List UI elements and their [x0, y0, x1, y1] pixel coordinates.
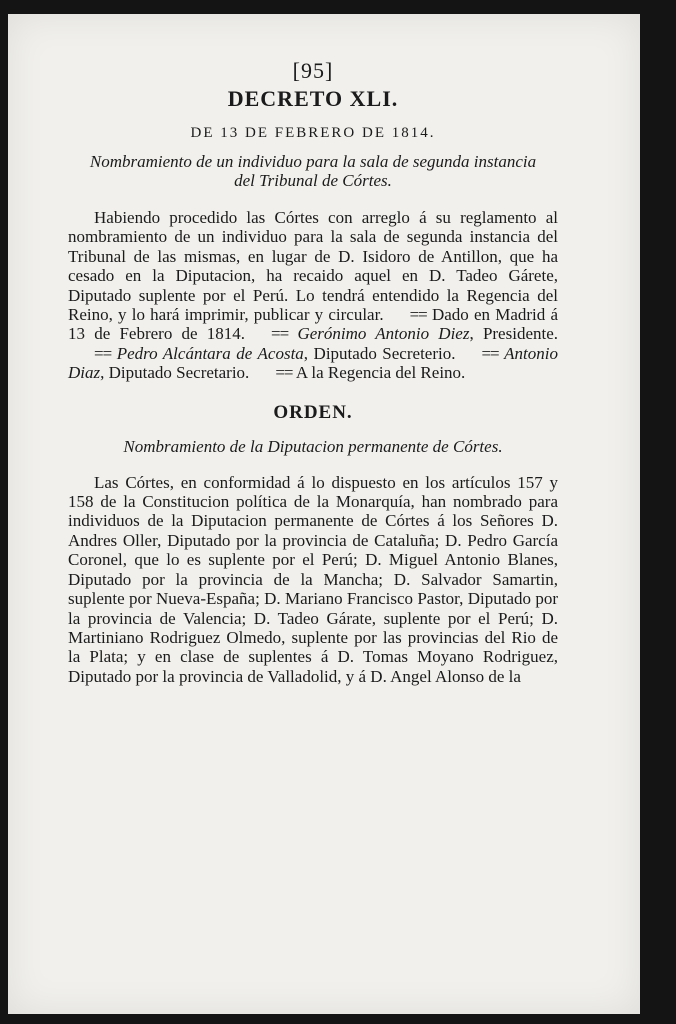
decree-paragraph: [68, 208, 558, 383]
page-number: [95]: [292, 58, 334, 83]
separator: ==: [409, 305, 427, 325]
signatory-secretary-1-role: , Diputado Secreterio.: [303, 343, 456, 363]
decree-dated: Dado en Madrid á 13 de Febrero de 1814.: [68, 305, 558, 344]
decree-heading: Nombramiento de un individuo para la sala de segunda instancia del Tribunal de Córtes.: [89, 152, 537, 190]
signatory-secretary-2-role: , Diputado Secretario.: [100, 363, 250, 383]
order-heading: Nombramiento de la Diputacion permanente de Córtes.: [123, 436, 503, 456]
decree-date: DE 13 DE FEBRERO DE 1814.: [190, 125, 436, 141]
signatory-president: Gerónimo Antonio Diez: [297, 324, 470, 344]
decree-closing: A la Regencia del Reino.: [295, 363, 466, 383]
separator: ==: [481, 343, 499, 363]
order-title: ORDEN.: [273, 401, 353, 423]
separator: ==: [275, 363, 293, 383]
decree-main-text: Habiendo procedido las Córtes con arreglo á su reglamento al nombramiento de un individuo para la sala de segunda instancia del Tribunal de las mismas, en lugar de D. Isidoro de Antillon, que ha cesado en la Diputacion, ha recaido aquel en D. Tadeo Gárete, Diputado suplente por el Perú. Lo tendrá entendido la Regencia del Reino, y lo hará imprimir, publicar y circular.: [68, 208, 558, 325]
book-page: [8, 14, 640, 1014]
order-paragraph: Las Córtes, en conformidad á lo dispuesto en los artículos 157 y 158 de la Constitucion política de la Monarquía, han nombrado para individuos de la Diputacion permanente de Córtes á los Señores D. Andres Oller, Diputado por la provincia de Cataluña; D. Pedro García Coronel, que lo es suplente por el Perú; D. Miguel Antonio Blanes, Diputado por la provincia de la Mancha; D. Salvador Samartin, suplente por Nueva-España; D. Mariano Francisco Pastor, Diputado por la provincia de Valencia; D. Tadeo Gárate, suplente por el Perú; D. Martiniano Rodriguez Olmedo, suplente por las provincias del Rio de la Plata; y en clase de suplentes á D. Tomas Moyano Rodriguez, Diputado por la provincia de Valladolid, y á D. Angel Alonso de la: [68, 472, 558, 686]
signatory-secretary-1: Pedro Alcántara de Acosta: [116, 343, 304, 363]
separator: ==: [271, 324, 289, 344]
signatory-secretary-2: Antonio Diaz: [68, 343, 558, 383]
separator: ==: [94, 343, 112, 363]
page-text-block: [68, 58, 558, 686]
decree-title: DECRETO XLI.: [227, 86, 399, 111]
signatory-president-role: , Presidente.: [469, 324, 559, 344]
